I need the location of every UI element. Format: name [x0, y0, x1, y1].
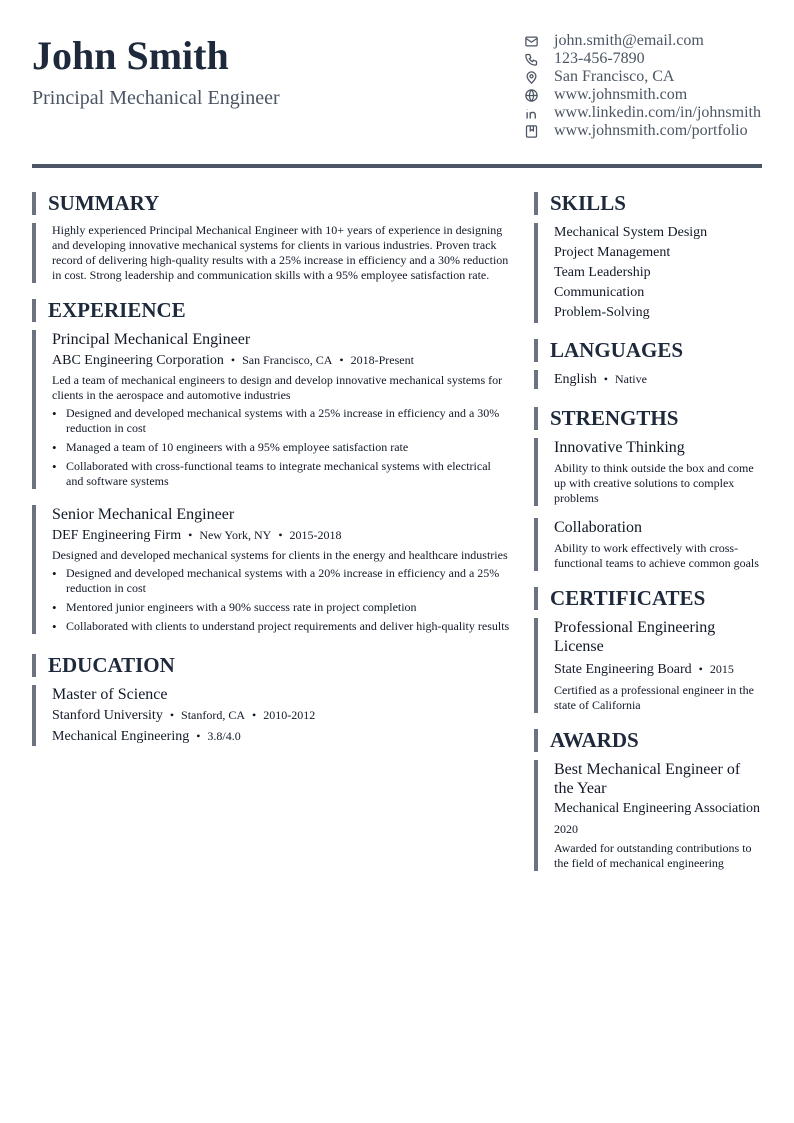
contact-portfolio[interactable]: [522, 122, 767, 140]
certificate-year: 2015: [709, 662, 734, 676]
summary-heading: SUMMARY: [32, 192, 510, 215]
mail-icon: [522, 32, 540, 50]
phone-icon: [522, 50, 540, 68]
strength-title: Innovative Thinking: [554, 439, 685, 456]
certificate-item: [534, 618, 762, 713]
certificate-issuer: State Engineering Board: [554, 662, 692, 677]
strength-item: [534, 438, 762, 506]
job-bullets: [52, 406, 510, 489]
award-year: 2020: [554, 822, 578, 836]
strength-description: Ability to think outside the box and come up with creative solutions to complex problems: [554, 461, 754, 505]
field-of-study: Mechanical Engineering: [52, 729, 190, 744]
header-divider: [32, 164, 762, 168]
portfolio-text: www.johnsmith.com/portfolio: [554, 122, 748, 139]
summary-section: [32, 223, 510, 283]
website-text: www.johnsmith.com: [554, 86, 688, 103]
contact-phone[interactable]: [522, 50, 767, 68]
globe-icon: [522, 86, 540, 104]
school-name: Stanford University: [52, 708, 163, 723]
school-dates: 2010-2012: [263, 708, 316, 722]
job-bullet: • Collaborated with cross-functional teams to integrate mechanical systems with electrical and software systems: [52, 459, 510, 489]
skill-item: Problem-Solving: [554, 305, 650, 320]
job-dates: 2018-Present: [350, 353, 414, 367]
linkedin-text: www.linkedin.com/in/johnsmith: [554, 104, 761, 121]
field-meta: Mechanical Engineering • 3.8/4.0: [52, 729, 241, 744]
resume-header: [32, 30, 762, 150]
school-meta: Stanford University • Stanford, CA • 2010-2012: [52, 708, 316, 723]
award-title: Best Mechanical Engineer of the Year: [554, 761, 741, 797]
experience-heading: EXPERIENCE: [32, 299, 510, 322]
job-company: ABC Engineering Corporation: [52, 353, 224, 368]
job-description: Led a team of mechanical engineers to design and develop innovative mechanical systems for clients in the aerospace and automotive industries: [52, 373, 503, 402]
skill-item: Project Management: [554, 245, 671, 260]
language-name: English: [554, 372, 597, 387]
job-bullets: [52, 566, 510, 634]
job-bullet: • Collaborated with clients to understand project requirements and deliver high-quality results: [52, 619, 510, 634]
certificates-heading: CERTIFICATES: [534, 587, 762, 610]
location-icon: [522, 68, 540, 86]
certificate-meta: State Engineering Board • 2015: [554, 662, 734, 677]
job-bullet: • Mentored junior engineers with a 90% success rate in project completion: [52, 600, 510, 615]
job-location: New York, NY: [199, 528, 272, 542]
job-meta: DEF Engineering Firm • New York, NY • 2015-2018: [52, 528, 342, 543]
skills-heading: SKILLS: [534, 192, 762, 215]
awards-heading: AWARDS: [534, 729, 762, 752]
contact-list: [522, 32, 767, 140]
gpa: 3.8/4.0: [207, 729, 241, 743]
job-dates: 2015-2018: [289, 528, 342, 542]
contact-website[interactable]: [522, 86, 767, 104]
certificate-description: Certified as a professional engineer in the state of California: [554, 683, 754, 712]
degree: Master of Science: [52, 686, 168, 703]
languages-section: [534, 370, 762, 389]
job-title: Senior Mechanical Engineer: [52, 506, 235, 523]
education-heading: EDUCATION: [32, 654, 510, 677]
contact-linkedin[interactable]: [522, 104, 767, 122]
right-column: [534, 192, 762, 871]
left-column: [32, 192, 510, 746]
job-bullet: • Designed and developed mechanical systems with a 25% increase in efficiency and a 30% reduction in cost: [52, 406, 510, 436]
award-description: Awarded for outstanding contributions to the field of mechanical engineering: [554, 841, 752, 870]
job-bullet: • Managed a team of 10 engineers with a 95% employee satisfaction rate: [52, 440, 510, 455]
location-text: San Francisco, CA: [554, 68, 675, 85]
skills-section: [534, 223, 762, 323]
strength-description: Ability to work effectively with cross-functional teams to achieve common goals: [554, 541, 759, 570]
job-location: San Francisco, CA: [242, 353, 333, 367]
skill-item: Communication: [554, 285, 645, 300]
contact-email[interactable]: [522, 32, 767, 50]
candidate-name: John Smith: [32, 33, 229, 78]
job-company: DEF Engineering Firm: [52, 528, 182, 543]
skill-item: Team Leadership: [554, 265, 651, 280]
job-entry: [32, 505, 510, 634]
languages-heading: LANGUAGES: [534, 339, 762, 362]
portfolio-icon: [522, 122, 540, 140]
job-description: Designed and developed mechanical systems for clients in the energy and healthcare industries: [52, 548, 508, 562]
certificate-title: Professional Engineering License: [554, 619, 716, 655]
contact-location: [522, 68, 767, 86]
award-issuer: Mechanical Engineering Association: [554, 801, 761, 816]
language-item: English • Native: [554, 372, 647, 387]
strength-title: Collaboration: [554, 519, 642, 536]
email-text: john.smith@email.com: [554, 32, 704, 49]
strengths-heading: STRENGTHS: [534, 407, 762, 430]
strength-item: [534, 518, 762, 571]
phone-text: 123-456-7890: [554, 50, 645, 67]
linkedin-icon: [522, 104, 540, 122]
education-section: [32, 685, 510, 746]
language-level: Native: [614, 372, 647, 386]
summary-text: Highly experienced Principal Mechanical Engineer with 10+ years of experience in designing and developing innovative mechanical systems for clients in various industries. Proven track record of delivering high-quality results with a 25% increase in efficiency and a 30% reduction in cost. Strong leadership and communication skills with a 95% employee satisfaction rate.: [52, 223, 509, 282]
candidate-title: Principal Mechanical Engineer: [32, 87, 280, 109]
skill-item: Mechanical System Design: [554, 225, 708, 240]
job-bullet: • Designed and developed mechanical systems with a 20% increase in efficiency and a 25% reduction in cost: [52, 566, 510, 596]
job-entry: [32, 330, 510, 489]
job-meta: ABC Engineering Corporation • San Francisco, CA • 2018-Present: [52, 353, 414, 368]
school-location: Stanford, CA: [181, 708, 246, 722]
award-item: [534, 760, 762, 871]
job-title: Principal Mechanical Engineer: [52, 331, 251, 348]
